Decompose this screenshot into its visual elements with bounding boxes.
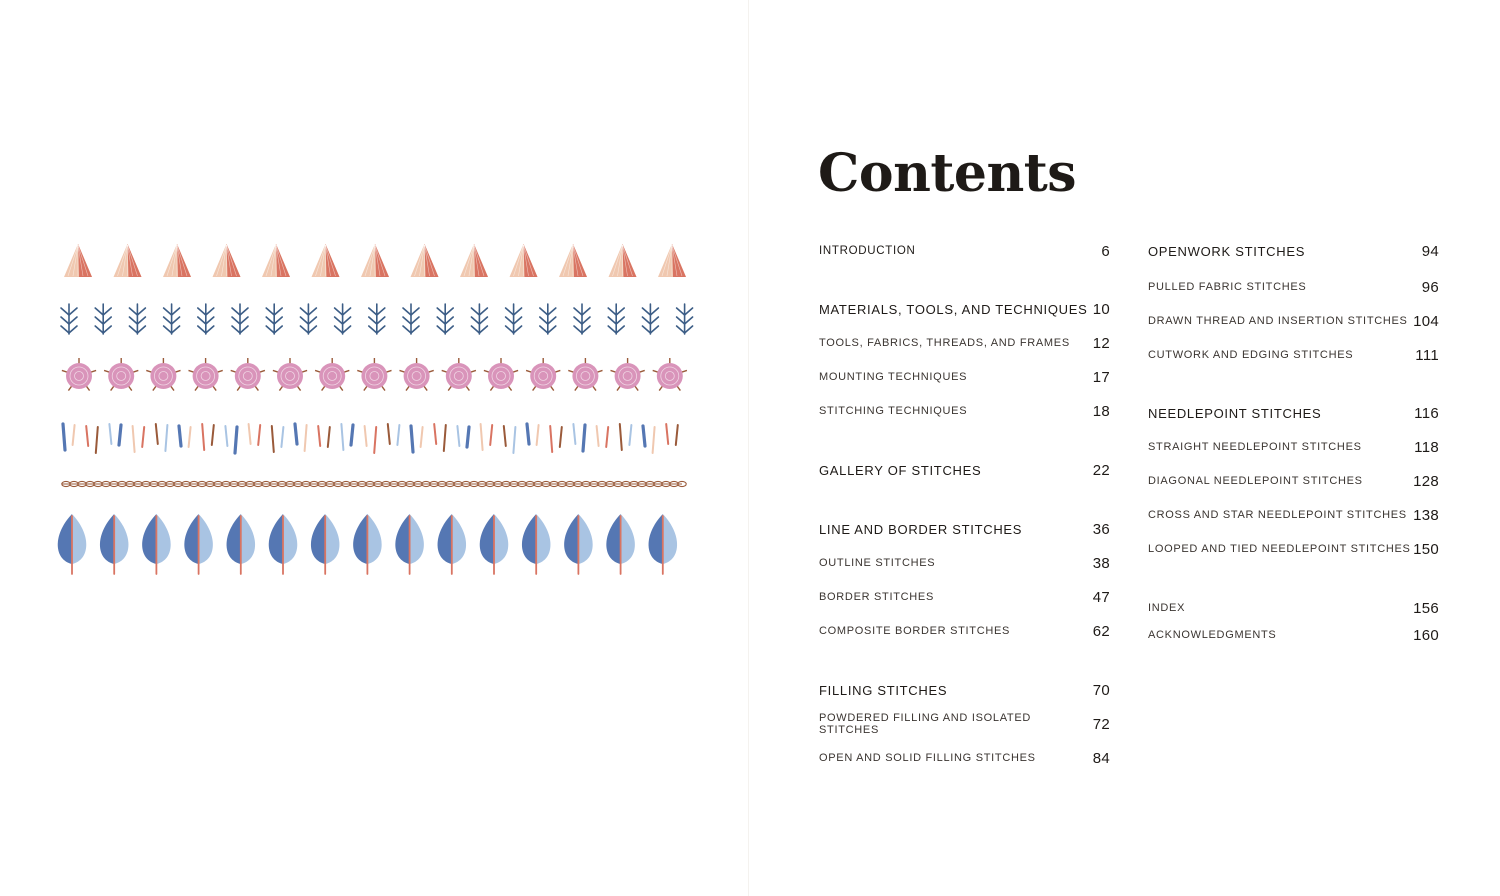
toc-entry-page: 12 bbox=[1092, 334, 1110, 352]
fern-stitch-icon bbox=[506, 304, 522, 334]
toc-entry-label: STITCHING TECHNIQUES bbox=[819, 405, 968, 417]
spider-web-rose-icon bbox=[104, 358, 138, 391]
fern-stitch-icon bbox=[369, 304, 385, 334]
fern-stitch-icon bbox=[437, 304, 453, 334]
toc-entry bbox=[1148, 340, 1439, 370]
toc-entry-label: CROSS AND STAR NEEDLEPOINT STITCHES bbox=[1148, 509, 1407, 521]
toc-entry-label: MOUNTING TECHNIQUES bbox=[819, 371, 968, 383]
toc-entry bbox=[819, 709, 1110, 739]
feather-stitch-icon bbox=[341, 424, 343, 450]
toc-entry-label: COMPOSITE BORDER STITCHES bbox=[819, 625, 1011, 637]
feather-stitch-icon bbox=[513, 427, 515, 453]
leaf-stitch-icon bbox=[184, 514, 213, 574]
toc-entry bbox=[819, 328, 1110, 358]
feather-stitch-icon bbox=[620, 424, 622, 450]
fern-stitch-icon bbox=[232, 304, 248, 334]
leaf-stitch-icon bbox=[480, 514, 509, 574]
triangle-stitch-icon bbox=[312, 244, 340, 277]
leaf-stitch-icon bbox=[395, 514, 424, 574]
triangle-stitch-icon bbox=[411, 244, 439, 277]
feather-stitch-icon bbox=[397, 425, 399, 445]
leaf-stitch-icon bbox=[58, 514, 87, 574]
feather-stitch-icon bbox=[504, 426, 506, 446]
toc-entry-label: ACKNOWLEDGMENTS bbox=[1148, 629, 1277, 641]
fern-stitch-icon bbox=[335, 304, 351, 334]
feather-stitch-icon bbox=[374, 427, 376, 453]
toc-entry-page: 94 bbox=[1421, 242, 1439, 260]
fern-stitch-icon bbox=[574, 304, 590, 334]
spider-web-rose-icon bbox=[484, 358, 518, 391]
toc-entry-page: 156 bbox=[1413, 599, 1439, 617]
toc-entry bbox=[819, 514, 1110, 544]
toc-entry-label: OUTLINE STITCHES bbox=[819, 557, 936, 569]
toc-entry-label: PULLED FABRIC STITCHES bbox=[1148, 281, 1307, 293]
feather-stitch-icon bbox=[560, 427, 562, 447]
toc-entry-label: MATERIALS, TOOLS, AND TECHNIQUES bbox=[819, 301, 1088, 317]
feather-stitch-icon bbox=[457, 426, 459, 446]
triangle-stitch-icon bbox=[559, 244, 587, 277]
triangle-stitch-icon bbox=[64, 244, 92, 277]
leaf-stitch-icon bbox=[564, 514, 593, 574]
leaf-stitch-row bbox=[58, 514, 677, 574]
toc-entry-label: TOOLS, FABRICS, THREADS, AND FRAMES bbox=[819, 337, 1070, 349]
leaf-stitch-icon bbox=[269, 514, 298, 574]
fern-stitch-icon bbox=[129, 304, 145, 334]
leaf-stitch-icon bbox=[649, 514, 678, 574]
toc-entry bbox=[1148, 534, 1439, 564]
triangle-stitch-icon bbox=[262, 244, 290, 277]
feather-stitch-icon bbox=[272, 426, 274, 452]
toc-entry-label: STRAIGHT NEEDLEPOINT STITCHES bbox=[1148, 441, 1362, 453]
toc-entry-page: 118 bbox=[1414, 438, 1439, 456]
triangle-stitch-icon bbox=[114, 244, 142, 277]
toc-entry bbox=[819, 396, 1110, 426]
feather-stitch-icon bbox=[411, 426, 413, 452]
fern-stitch-icon bbox=[164, 304, 180, 334]
feather-stitch-icon bbox=[295, 424, 297, 444]
feather-stitch-icon bbox=[202, 424, 204, 450]
feather-stitch-icon bbox=[643, 426, 645, 446]
feather-stitch-icon bbox=[550, 426, 552, 452]
toc-entry-label: OPEN AND SOLID FILLING STITCHES bbox=[819, 752, 1036, 764]
leaf-stitch-icon bbox=[522, 514, 551, 574]
chain-stitch-row bbox=[62, 481, 686, 486]
toc-entry-page: 116 bbox=[1414, 404, 1439, 422]
toc-entry-page: 18 bbox=[1092, 402, 1110, 420]
feather-stitch-icon bbox=[481, 424, 483, 450]
fern-stitch-icon bbox=[677, 304, 693, 334]
feather-stitch-icon bbox=[189, 427, 191, 447]
feather-stitch-icon bbox=[653, 427, 655, 453]
toc-entry bbox=[819, 294, 1110, 324]
toc-entry-page: 84 bbox=[1092, 749, 1110, 767]
toc-entry bbox=[1148, 306, 1439, 336]
stitch-sampler-svg bbox=[50, 230, 700, 590]
toc-entry-label: DIAGONAL NEEDLEPOINT STITCHES bbox=[1148, 475, 1363, 487]
toc-entry-page: 17 bbox=[1092, 368, 1110, 386]
feather-stitch-icon bbox=[537, 425, 539, 445]
feather-stitch-icon bbox=[676, 425, 678, 445]
page-gutter bbox=[748, 0, 749, 896]
spider-web-rose-icon bbox=[357, 358, 391, 391]
leaf-stitch-icon bbox=[227, 514, 256, 574]
feather-stitch-row bbox=[63, 424, 678, 453]
toc-entry-label: OPENWORK STITCHES bbox=[1148, 243, 1306, 259]
feather-stitch-icon bbox=[212, 425, 214, 445]
feather-stitch-icon bbox=[318, 426, 320, 446]
feather-stitch-icon bbox=[606, 427, 608, 447]
toc-entry-page: 138 bbox=[1413, 506, 1439, 524]
leaf-stitch-icon bbox=[606, 514, 635, 574]
spider-web-rose-icon bbox=[610, 358, 644, 391]
toc-entry-label: DRAWN THREAD AND INSERTION STITCHES bbox=[1148, 315, 1408, 327]
spider-web-rose-icon bbox=[653, 358, 687, 391]
triangle-stitch-icon bbox=[609, 244, 637, 277]
toc-entry-label: POWDERED FILLING AND ISOLATED STITCHES bbox=[819, 712, 1032, 736]
toc-entry-page: 160 bbox=[1413, 626, 1439, 644]
leaf-stitch-icon bbox=[311, 514, 340, 574]
feather-stitch-icon bbox=[467, 427, 469, 447]
toc-entry-page: 111 bbox=[1415, 346, 1439, 364]
leaf-stitch-icon bbox=[100, 514, 129, 574]
page-title: Contents bbox=[818, 143, 1077, 204]
feather-stitch-icon bbox=[179, 426, 181, 446]
fern-stitch-icon bbox=[642, 304, 658, 334]
triangle-stitch-icon bbox=[510, 244, 538, 277]
feather-stitch-icon bbox=[73, 425, 75, 445]
feather-stitch-icon bbox=[142, 427, 144, 447]
toc-entry bbox=[1148, 432, 1439, 462]
feather-stitch-icon bbox=[165, 425, 167, 451]
feather-stitch-icon bbox=[109, 424, 111, 444]
feather-stitch-icon bbox=[388, 424, 390, 444]
toc-entry-label: LINE AND BORDER STITCHES bbox=[819, 521, 1023, 537]
toc-entry bbox=[1148, 398, 1439, 428]
leaf-stitch-icon bbox=[353, 514, 382, 574]
feather-stitch-icon bbox=[444, 425, 446, 451]
leaf-stitch-icon bbox=[142, 514, 171, 574]
spider-web-rose-icon bbox=[442, 358, 476, 391]
toc-entry-page: 6 bbox=[1101, 242, 1110, 260]
toc-entry bbox=[1148, 236, 1439, 266]
triangle-stitch-icon bbox=[460, 244, 488, 277]
toc-entry bbox=[1148, 466, 1439, 496]
toc-entry-page: 36 bbox=[1092, 520, 1110, 538]
spider-web-rose-icon bbox=[568, 358, 602, 391]
feather-stitch-icon bbox=[225, 426, 227, 446]
triangle-stitch-row bbox=[64, 244, 686, 277]
feather-stitch-icon bbox=[666, 424, 668, 444]
triangle-stitch-icon bbox=[163, 244, 191, 277]
feather-stitch-icon bbox=[249, 424, 251, 444]
toc-entry-page: 10 bbox=[1092, 300, 1110, 318]
toc-entry-label: LOOPED AND TIED NEEDLEPOINT STITCHES bbox=[1148, 543, 1411, 555]
feather-stitch-icon bbox=[365, 426, 367, 446]
fern-stitch-icon bbox=[300, 304, 316, 334]
toc-entry-page: 47 bbox=[1092, 588, 1110, 606]
toc-entry-page: 38 bbox=[1092, 554, 1110, 572]
toc-entry bbox=[819, 743, 1110, 773]
toc-entry-label: FILLING STITCHES bbox=[819, 682, 948, 698]
spider-web-rose-icon bbox=[146, 358, 180, 391]
spider-web-rose-icon bbox=[315, 358, 349, 391]
fern-stitch-icon bbox=[471, 304, 487, 334]
feather-stitch-icon bbox=[597, 426, 599, 446]
feather-stitch-icon bbox=[490, 425, 492, 445]
toc-entry-page: 128 bbox=[1413, 472, 1439, 490]
toc-entry bbox=[819, 582, 1110, 612]
feather-stitch-icon bbox=[629, 425, 631, 445]
toc-entry bbox=[1148, 272, 1439, 302]
feather-stitch-icon bbox=[421, 427, 423, 447]
toc-entry bbox=[819, 616, 1110, 646]
feather-stitch-icon bbox=[305, 425, 307, 451]
toc-entry-page: 72 bbox=[1092, 715, 1110, 733]
toc-entry-page: 62 bbox=[1092, 622, 1110, 640]
spider-web-rose-icon bbox=[526, 358, 560, 391]
toc-entry-page: 22 bbox=[1092, 461, 1110, 479]
feather-stitch-icon bbox=[133, 426, 135, 452]
feather-stitch-icon bbox=[351, 425, 353, 445]
toc-entry-page: 150 bbox=[1413, 540, 1439, 558]
toc-entry-page: 104 bbox=[1413, 312, 1439, 330]
fern-stitch-icon bbox=[608, 304, 624, 334]
feather-stitch-icon bbox=[328, 427, 330, 447]
leaf-stitch-icon bbox=[438, 514, 467, 574]
feather-stitch-icon bbox=[119, 425, 121, 445]
toc-entry bbox=[819, 675, 1110, 705]
triangle-stitch-icon bbox=[361, 244, 389, 277]
feather-stitch-icon bbox=[96, 427, 98, 453]
toc-entry bbox=[1148, 593, 1439, 623]
toc-entry-label: INDEX bbox=[1148, 602, 1186, 614]
toc-entry bbox=[819, 362, 1110, 392]
toc-entry bbox=[819, 548, 1110, 578]
feather-stitch-icon bbox=[63, 424, 65, 450]
toc-entry bbox=[1148, 620, 1439, 650]
triangle-stitch-icon bbox=[213, 244, 241, 277]
spider-web-rose-icon bbox=[273, 358, 307, 391]
toc-entry-label: GALLERY OF STITCHES bbox=[819, 462, 982, 478]
fern-stitch-icon bbox=[540, 304, 556, 334]
spider-web-rose-icon bbox=[231, 358, 265, 391]
feather-stitch-icon bbox=[281, 427, 283, 447]
embroidery-illustration bbox=[50, 230, 700, 590]
toc-entry bbox=[1148, 500, 1439, 530]
feather-stitch-icon bbox=[434, 424, 436, 444]
feather-stitch-icon bbox=[573, 424, 575, 444]
spider-web-rose-icon bbox=[399, 358, 433, 391]
spider-web-rose-icon bbox=[188, 358, 222, 391]
spider-web-rose-row bbox=[62, 358, 687, 391]
toc-entry-page: 70 bbox=[1092, 681, 1110, 699]
fern-stitch-icon bbox=[198, 304, 214, 334]
fern-stitch-icon bbox=[95, 304, 111, 334]
fern-stitch-icon bbox=[61, 304, 77, 334]
feather-stitch-icon bbox=[156, 424, 158, 444]
toc-entry-label: NEEDLEPOINT STITCHES bbox=[1148, 405, 1322, 421]
spider-web-rose-icon bbox=[62, 358, 96, 391]
toc-entry-label: BORDER STITCHES bbox=[819, 591, 935, 603]
fern-stitch-icon bbox=[403, 304, 419, 334]
toc-entry bbox=[819, 455, 1110, 485]
feather-stitch-icon bbox=[235, 427, 237, 453]
fern-stitch-icon bbox=[266, 304, 282, 334]
fern-stitch-row bbox=[61, 304, 693, 334]
triangle-stitch-icon bbox=[658, 244, 686, 277]
toc-entry-label: INTRODUCTION bbox=[819, 245, 916, 257]
toc-entry bbox=[819, 236, 1110, 266]
toc-entry-page: 96 bbox=[1421, 278, 1439, 296]
chain-stitch-icon bbox=[62, 481, 686, 486]
feather-stitch-icon bbox=[258, 425, 260, 445]
feather-stitch-icon bbox=[583, 425, 585, 451]
feather-stitch-icon bbox=[527, 424, 529, 444]
feather-stitch-icon bbox=[86, 426, 88, 446]
toc-entry-label: CUTWORK AND EDGING STITCHES bbox=[1148, 349, 1354, 361]
